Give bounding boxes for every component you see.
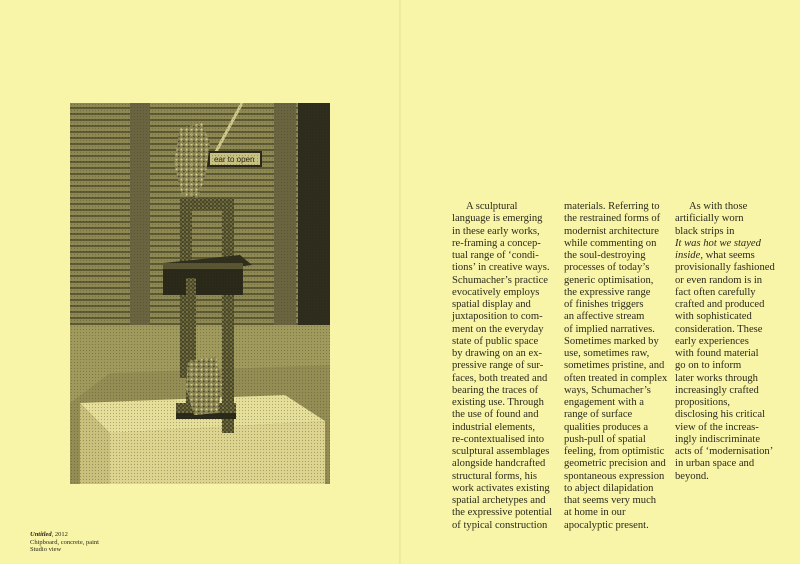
text-line [675, 250, 779, 262]
text-line: re-contextualised into [452, 433, 545, 445]
text-line: by drawing on an ex- [452, 348, 543, 359]
text-line: feeling, from optimistic [564, 446, 665, 457]
text-line: spatial archetypes and [452, 495, 546, 506]
text-line: fact often carefully [675, 286, 756, 298]
text-line: sometimes pristine, and [564, 360, 665, 372]
caption-title-line [30, 531, 190, 539]
text-line: push-pull of spatial [564, 433, 646, 445]
photo-caption [30, 531, 190, 554]
page-gutter [399, 0, 401, 564]
text-column-2 [564, 201, 668, 532]
text-line: disclosing his critical [675, 409, 766, 421]
sculpture-image [70, 103, 330, 484]
text-line: in urban space and [675, 458, 755, 470]
text-line: increasingly crafted [675, 384, 759, 396]
text-line: consideration. These [675, 323, 763, 335]
text-line: use, sometimes raw, [564, 348, 650, 359]
text-line: work activates existing [452, 482, 550, 494]
text-line: range of surface [564, 409, 633, 421]
text-line: language is emerging [452, 213, 543, 225]
text-line: to abject dilapidation [564, 482, 654, 494]
text-line: go on to inform [675, 360, 742, 372]
text-line: at home in our [564, 507, 626, 519]
text-line: modernist architecture [564, 225, 660, 237]
text-line: As with those [689, 201, 748, 212]
text-line: the expressive potential [452, 507, 553, 519]
text-line: view of the increas- [675, 421, 759, 433]
text-line: early experiences [675, 335, 749, 347]
text-line: tions’ in creative ways. [452, 262, 550, 274]
text-line: while commenting on [564, 237, 657, 249]
text-line: alongside handcrafted [452, 458, 546, 470]
text-line: in these early works, [452, 225, 540, 237]
text-line: industrial elements, [452, 421, 535, 433]
text-line: propositions, [675, 397, 731, 408]
text-line: of typical construction [452, 519, 548, 531]
text-line: A sculptural [466, 201, 518, 212]
text-line: beyond. [675, 470, 709, 482]
text-line: state of public space [452, 335, 539, 347]
text-line: engagement with a [564, 397, 645, 408]
text-line: materials. Referring to [564, 201, 660, 212]
text-line: the soul-destroying [564, 250, 646, 261]
text-line: often treated in complex [564, 372, 668, 384]
text-line: with found material [675, 348, 759, 359]
text-column-3 [675, 201, 779, 483]
text-line: that seems very much [564, 495, 657, 506]
text-line: crafted and produced [675, 299, 765, 310]
text-line: ingly indiscriminate [675, 433, 761, 445]
text-line: existing use. Through [452, 397, 544, 408]
text-line: later works through [675, 372, 758, 384]
text-line: or even random is in [675, 274, 763, 286]
text-line: apocalyptic present. [564, 519, 649, 531]
text-line: sculptural assemblages [452, 446, 550, 457]
text-line: ways, Schumacher’s [564, 384, 651, 396]
text-line: structural forms, his [452, 470, 538, 482]
caption-materials: Chipboard, concrete, paint [30, 538, 99, 546]
artwork-photo [70, 103, 330, 484]
work-title-line: It was hot we stayed [675, 237, 761, 249]
caption-title: Untitled [30, 531, 52, 538]
text-line: tual range of ‘condi- [452, 250, 539, 261]
text-line: the use of found and [452, 409, 539, 421]
text-line: black strips in [675, 225, 735, 237]
text-column-1 [452, 201, 556, 532]
caption-view: Studio view [30, 546, 62, 554]
text-line: ment on the everyday [452, 323, 544, 335]
text-line: the expressive range [564, 286, 651, 298]
text-line: re-framing a concep- [452, 237, 541, 249]
text-line: an affective stream [564, 311, 645, 323]
text-line: spontaneous expression [564, 470, 665, 482]
work-title-end: inside [675, 250, 701, 261]
text-line: generic optimisation, [564, 274, 654, 286]
text-line: of implied narratives. [564, 323, 655, 335]
text-line: of finishes triggers [564, 299, 644, 310]
text-line: bearing the traces of [452, 384, 539, 396]
text-line: with sophisticated [675, 311, 752, 323]
text-line: acts of ‘modernisation’ [675, 446, 774, 457]
text-line: Schumacher’s practice [452, 274, 548, 286]
text-line: evocatively employs [452, 286, 540, 298]
text-line: Sometimes marked by [564, 335, 659, 347]
text-line: spatial display and [452, 299, 531, 310]
text-line: processes of today’s [564, 262, 650, 274]
text-line: faces, both treated and [452, 372, 548, 384]
text-line: provisionally fashioned [675, 262, 775, 274]
text-line: pressive range of sur- [452, 360, 544, 372]
caption-year: , 2012 [51, 531, 68, 538]
text-fragment: , what seems [700, 250, 755, 261]
text-line: the restrained forms of [564, 213, 661, 225]
text-line: geometric precision and [564, 458, 666, 470]
text-line: qualities produces a [564, 421, 649, 433]
text-line: juxtaposition to com- [452, 311, 543, 323]
text-line: artificially worn [675, 213, 744, 225]
